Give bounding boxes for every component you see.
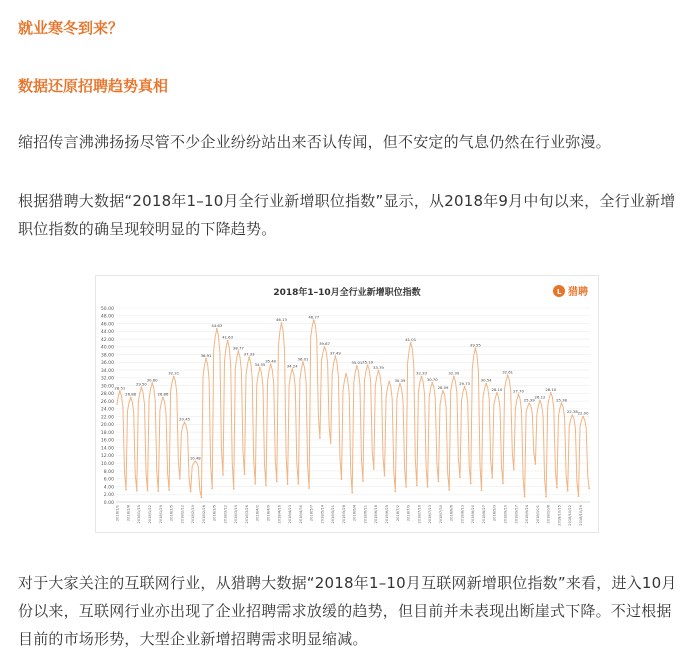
x-tick-label: 2018/10/1 (535, 505, 540, 524)
chart-low-point (190, 491, 192, 493)
chart-data-labels (114, 314, 589, 460)
x-tick-label: 2018/1/1 (115, 505, 120, 522)
x-tick-label: 2018/1/29 (158, 505, 163, 524)
chart-low-point (534, 463, 536, 465)
x-tick-label: 2018/10/8 (546, 505, 551, 524)
x-tick-label: 2018/7/2 (395, 505, 400, 522)
chart-low-point (168, 489, 170, 491)
chart-peak-point (227, 340, 229, 342)
data-label: 46.77 (308, 314, 320, 320)
chart-peak-point (237, 351, 239, 353)
x-tick-label: 2018/4/2 (255, 505, 260, 522)
x-tick-label: 2018/8/27 (481, 505, 486, 524)
chart-peak-point (216, 328, 218, 330)
chart-peak-point (356, 365, 358, 367)
x-tick-label: 2018/7/9 (406, 505, 411, 522)
data-label: 20.45 (179, 416, 190, 422)
data-label: 22.38 (566, 409, 578, 415)
chart-peak-point (281, 322, 283, 324)
x-tick-label: 2018/6/4 (352, 505, 357, 522)
chart-peak-point (367, 365, 369, 367)
x-tick-label: 2018/3/12 (223, 505, 228, 524)
data-label: 26.86 (157, 391, 169, 397)
data-label: 22.00 (577, 410, 589, 416)
data-label: 35.19 (362, 359, 374, 365)
y-tick-label: 20.00 (100, 423, 114, 429)
chart-low-point (416, 484, 418, 486)
chart-peak-point (410, 342, 412, 344)
section-heading-winter: 就业寒冬到来？ (18, 19, 124, 37)
chart-y-ticks (101, 306, 114, 506)
chart-low-point (459, 476, 461, 478)
chart-low-point (513, 469, 515, 471)
chart-low-point (481, 489, 483, 491)
data-label: 28.10 (545, 386, 557, 392)
chart-low-point (502, 482, 504, 484)
y-tick-label: 24.00 (100, 407, 114, 413)
chart-peak-point (496, 392, 498, 394)
x-tick-label: 2018/7/23 (428, 505, 433, 524)
chart-peak-point (582, 416, 584, 418)
chart-peak-point (248, 356, 250, 358)
x-tick-label: 2018/10/29 (578, 505, 583, 526)
chart-low-point (136, 490, 138, 492)
chart-peak-point (539, 400, 541, 402)
data-label: 41.63 (222, 334, 234, 340)
chart-peak-point (550, 392, 552, 394)
chart-peak-point (313, 320, 315, 322)
chart-peak-point (431, 382, 433, 384)
data-label: 35.01 (351, 360, 363, 366)
x-tick-label: 2018/9/24 (525, 505, 530, 524)
chart-low-point (287, 483, 289, 485)
chart-image (96, 276, 598, 532)
x-tick-label: 2018/4/9 (266, 505, 271, 522)
y-tick-label: 14.00 (100, 446, 114, 452)
data-label: 30.60 (146, 377, 158, 383)
y-tick-label: 42.00 (100, 337, 114, 343)
chart-peak-point (377, 370, 379, 372)
x-tick-label: 2018/7/16 (417, 505, 422, 524)
data-label: 37.49 (329, 350, 341, 356)
y-tick-label: 44.00 (100, 330, 114, 336)
data-label: 32.61 (502, 369, 514, 375)
y-tick-label: 34.00 (100, 368, 114, 374)
x-tick-label: 2018/8/13 (460, 505, 465, 524)
x-tick-label: 2018/5/7 (309, 505, 314, 522)
data-label: 34.55 (254, 361, 266, 367)
data-label: 30.70 (426, 376, 438, 382)
y-tick-label: 38.00 (100, 353, 114, 359)
chart-low-point (545, 496, 547, 498)
chart-low-point (319, 437, 321, 439)
chart-low-point (556, 487, 558, 489)
data-label: 38.77 (232, 345, 244, 351)
x-tick-label: 2018/3/26 (244, 505, 249, 524)
y-tick-label: 16.00 (100, 438, 114, 444)
y-tick-label: 26.00 (100, 399, 114, 405)
y-tick-label: 12.00 (100, 454, 114, 460)
data-label: 36.01 (297, 356, 309, 362)
data-label: 34.24 (286, 363, 298, 369)
data-label: 35.40 (265, 358, 277, 364)
data-label: 26.12 (534, 394, 546, 400)
data-label: 28.51 (114, 385, 126, 391)
y-tick-label: 46.00 (100, 322, 114, 328)
x-tick-label: 2018/10/15 (557, 505, 562, 526)
logo-mark: L (557, 288, 562, 296)
x-tick-label: 2018/2/12 (180, 505, 185, 524)
chart-low-point (201, 496, 203, 498)
x-tick-label: 2018/1/15 (137, 505, 142, 524)
x-tick-label: 2018/1/8 (126, 505, 131, 522)
chart-low-point (578, 495, 580, 497)
y-tick-label: 48.00 (100, 314, 114, 320)
chart-low-point (491, 477, 493, 479)
chart-low-point (254, 483, 256, 485)
y-tick-label: 10.00 (100, 462, 114, 467)
chart-peak-point (388, 381, 390, 383)
data-label: 26.88 (125, 391, 137, 397)
x-tick-label: 2018/5/21 (331, 505, 336, 524)
y-tick-label: 8.00 (103, 469, 114, 475)
data-label: 10.48 (189, 455, 201, 461)
chart-peak-point (421, 376, 423, 378)
data-label: 44.63 (211, 322, 223, 328)
chart-low-point (179, 478, 181, 480)
chart-peak-point (162, 397, 164, 399)
chart-low-point (384, 475, 386, 477)
chart-peak-point (259, 367, 261, 369)
chart-low-point (438, 481, 440, 483)
chart-low-point (341, 478, 343, 480)
chart-peak-point (464, 386, 466, 388)
chart-svg (96, 276, 598, 532)
chart-peak-point (345, 373, 347, 375)
chart-low-point (222, 474, 224, 476)
chart-peak-point (140, 387, 142, 389)
chart-peak-point (324, 346, 326, 348)
data-label: 30.39 (394, 378, 406, 384)
chart-low-point (125, 489, 127, 491)
data-label: 39.87 (319, 341, 330, 347)
chart-peak-point (507, 375, 509, 377)
paragraph-layoff-rumors: 缩招传言沸沸扬扬尽管不少企业纷纷站出来否认传闻，但不安定的气息仍然在行业弥漫。 (18, 133, 611, 151)
chart-low-point (567, 490, 569, 492)
chart-low-point (297, 483, 299, 485)
chart-low-point (470, 482, 472, 484)
chart-peak-point (571, 414, 573, 416)
data-label: 28.10 (491, 386, 503, 392)
chart-low-point (448, 489, 450, 491)
data-label: 39.55 (469, 342, 481, 348)
logo (553, 285, 588, 298)
chart-low-point (427, 486, 429, 488)
data-label: 27.70 (513, 388, 524, 394)
chart-low-point (524, 496, 526, 498)
x-tick-label: 2018/1/22 (148, 505, 153, 524)
data-label: 30.54 (480, 377, 492, 383)
chart-low-point (244, 473, 246, 475)
x-tick-label: 2018/4/23 (288, 505, 293, 524)
data-label: 32.31 (168, 370, 180, 376)
chart-peak-point (302, 361, 304, 363)
data-label: 33.79 (372, 364, 384, 370)
x-tick-label: 2018/2/19 (191, 505, 196, 524)
data-label: 25.39 (523, 397, 535, 403)
x-tick-label: 2018/8/20 (471, 505, 476, 524)
y-tick-label: 32.00 (100, 376, 114, 382)
data-label: 32.30 (448, 370, 460, 376)
x-tick-label: 2018/10/22 (568, 505, 573, 526)
chart-peak-point (561, 403, 563, 405)
y-tick-label: 6.00 (103, 477, 114, 483)
x-tick-label: 2018/9/3 (492, 505, 497, 522)
chart-peak-point (442, 390, 444, 392)
y-tick-label: 50.00 (100, 306, 114, 312)
chart-low-point (588, 488, 590, 490)
y-tick-label: 22.00 (100, 415, 114, 421)
x-tick-label: 2018/2/26 (201, 505, 206, 524)
chart-low-point (308, 487, 310, 489)
y-tick-label: 4.00 (103, 485, 114, 491)
chart-peak-point (399, 383, 401, 385)
x-tick-label: 2018/9/17 (514, 505, 519, 524)
paragraph-industry-index: 根据猎聘大数据“2018年1–10月全行业新增职位指数”显示，从2018年9月中旬以来，全行业新增职位指数的确呈现较明显的下降趋势。 (18, 192, 676, 238)
chart-low-point (276, 481, 278, 483)
chart-low-point (330, 442, 332, 444)
y-tick-label: 2.00 (103, 493, 114, 499)
chart-peak-point (453, 376, 455, 378)
chart-peak-point (485, 383, 487, 385)
x-tick-label: 2018/4/16 (277, 505, 282, 524)
section-heading-data: 数据还原招聘趋势真相 (18, 77, 169, 95)
data-label: 29.50 (135, 381, 147, 387)
x-tick-label: 2018/5/28 (341, 505, 346, 524)
chart-low-point (265, 484, 267, 486)
y-tick-label: 0.00 (103, 500, 114, 506)
x-tick-label: 2018/4/30 (298, 505, 303, 524)
x-tick-label: 2018/6/11 (363, 505, 368, 524)
chart-low-point (233, 488, 235, 490)
chart-peak-point (334, 356, 336, 358)
chart-low-point (351, 492, 353, 494)
chart-peak-point (474, 347, 476, 349)
chart-low-point (373, 468, 375, 470)
chart-low-point (157, 490, 159, 492)
chart-low-point (147, 489, 149, 491)
chart-peak-point (518, 394, 520, 396)
chart-title: 2018年1–10月全行业新增职位指数 (273, 288, 421, 298)
paragraph-internet-index: 对于大家关注的互联网行业，从猎聘大数据“2018年1–10月互联网新增职位指数”来看，进入10月份以来，互联网行业亦出现了企业招聘需求放缓的趋势，但目前并未表现出断崖式下降。不过根据目前的市场形势，大型企业新增招聘需求明显缩减。 (18, 574, 677, 648)
x-tick-label: 2018/3/5 (212, 505, 217, 522)
data-label: 32.33 (416, 370, 427, 376)
data-label: 25.38 (556, 397, 567, 403)
chart-peak-point (291, 368, 293, 370)
chart-peak-point (184, 422, 186, 424)
chart-x-ticks (116, 504, 583, 525)
data-label: 36.91 (200, 352, 212, 358)
chart-peak-point (130, 397, 132, 399)
chart-low-point (362, 480, 364, 482)
y-tick-label: 30.00 (100, 384, 114, 390)
x-tick-label: 2018/9/10 (503, 505, 508, 524)
x-tick-label: 2018/5/14 (320, 505, 325, 524)
data-label: 28.59 (437, 385, 449, 391)
chart-peak-point (205, 358, 207, 360)
x-tick-label: 2018/7/30 (438, 505, 443, 524)
data-label: 37.33 (243, 351, 255, 357)
y-tick-label: 36.00 (100, 361, 114, 367)
chart-peak-point (173, 376, 175, 378)
logo-text: 猎聘 (568, 287, 588, 298)
chart-peak-point (151, 382, 153, 384)
chart-peak-point (119, 391, 121, 393)
chart-low-point (405, 486, 407, 488)
data-label: 41.01 (405, 336, 417, 342)
x-tick-label: 2018/8/6 (449, 505, 454, 522)
x-tick-label: 2018/6/25 (385, 505, 390, 524)
chart-low-point (394, 491, 396, 493)
chart-peak-point (194, 460, 196, 462)
y-tick-label: 28.00 (100, 392, 114, 398)
x-tick-label: 2018/3/19 (234, 505, 239, 524)
y-tick-label: 40.00 (100, 345, 114, 351)
data-label: 46.13 (276, 317, 287, 323)
chart-peak-point (270, 364, 272, 366)
data-label: 29.73 (459, 380, 471, 386)
chart-peak-point (528, 403, 530, 405)
y-tick-label: 18.00 (100, 430, 114, 436)
x-tick-label: 2018/6/18 (374, 505, 379, 524)
chart-low-point (211, 488, 213, 490)
x-tick-label: 2018/2/5 (169, 505, 174, 522)
